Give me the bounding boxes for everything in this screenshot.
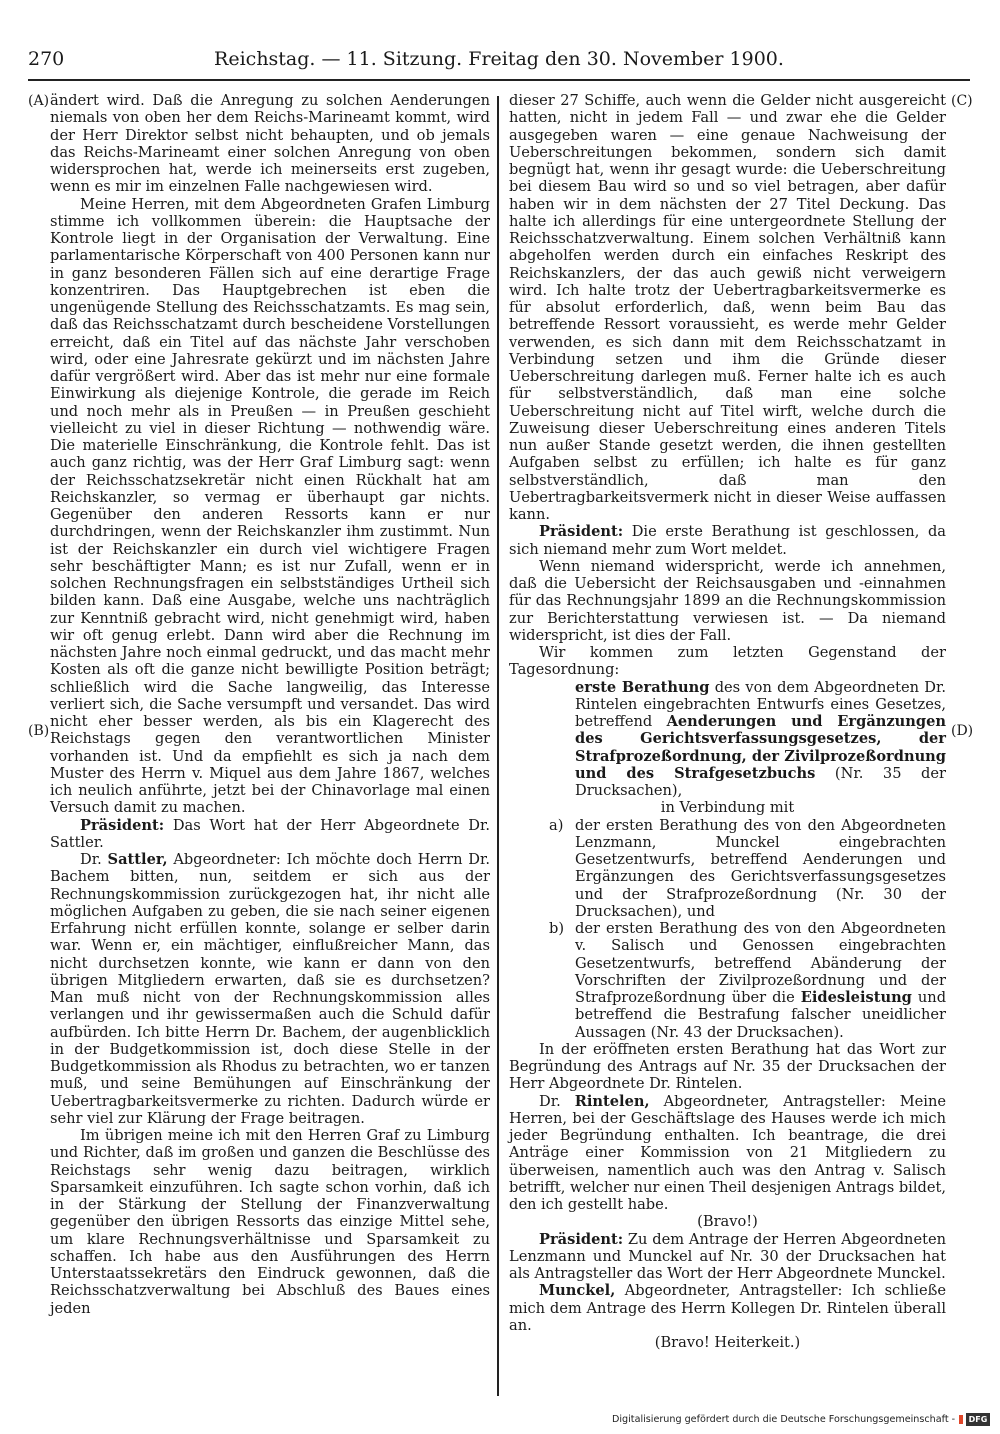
speaker-name: Munckel, xyxy=(539,1282,616,1300)
margin-letter-b: (B) xyxy=(28,723,50,739)
paragraph: In der eröffneten ersten Berathung hat das Wort zur Begründung des Antrags auf Nr. 35 der Drucksachen der Herr Abgeordnete Dr. Rintelen. xyxy=(509,1040,946,1093)
speech-text: Das Wort hat der Herr Abgeordnete Dr. Sattler. xyxy=(50,816,490,851)
dfg-logo-mark xyxy=(959,1415,963,1424)
header-rule xyxy=(28,79,970,81)
speech-text: Abgeordneter, Antragsteller: Ich schließe mich dem Antrage des Herrn Kollegen Dr. Rintelen überall an. xyxy=(509,1282,946,1334)
agenda-heading: erste Berathung xyxy=(575,678,710,696)
agenda-subitem-a xyxy=(509,817,946,921)
speech-paragraph xyxy=(509,1093,946,1214)
speaker-name: Präsident: xyxy=(539,1230,624,1248)
subitem-bold-term: Eidesleistung xyxy=(800,989,912,1006)
paragraph: ändert wird. Daß die Anregung zu solchen Aenderungen niemals von oben her dem Reichs-Marineamt kommt, wird der Herr Direktor selbst nicht behaupten, und ob jemals das Reichs-Marineamt einer solchen Anregung von oben widersprochen hat, werde ich meinerseits erst zugeben, wenn es mir im einzelnen Falle nachgewiesen wird. xyxy=(50,92,490,196)
agenda-subitem-b xyxy=(509,920,946,1041)
right-column xyxy=(509,92,946,1351)
paragraph: Im übrigen meine ich mit den Herren Graf zu Limburg und Richter, daß im großen und ganzen die Beschlüsse des Reichstags sehr wenig dazu beitragen, wirklich Sparsamkeit einzuführen. Ich sagte schon vorhin, daß ich in der Stärkung der Stellung der Finanzverwaltung gegenüber den übrigen Ressorts das einzige Mittel sehe, um klare Rechnungsverhältnisse und Sparsamkeit zu schaffen. Ich habe aus den Ausführungen des Herrn Unterstaatssekretärs den Eindruck gewonnen, daß die Reichsschatzverwaltung bei Abschluß des Baues eines jeden xyxy=(50,1127,490,1317)
speech-text: Abgeordneter, Antragsteller: Meine Herren, bei der Geschäftslage des Hauses werde ich mich jeder Begründung enthalten. Ich beantrage, die drei Anträge einer Kommission von 21 Mitgliedern zu überweisen, namentlich auch was den Antrag v. Salisch betrifft, welcher nur einen Theil desjenigen Antrags bildet, den ich gestellt habe. xyxy=(509,1092,947,1213)
page-number: 270 xyxy=(28,48,65,70)
speech-paragraph xyxy=(509,523,946,558)
agenda-connector: in Verbindung mit xyxy=(660,799,795,817)
speaker-name: Sattler, xyxy=(107,851,168,868)
speech-paragraph xyxy=(509,1231,946,1283)
margin-letter-c: (C) xyxy=(951,93,973,109)
margin-letter-d: (D) xyxy=(951,723,974,739)
interjection: (Bravo! Heiterkeit.) xyxy=(654,1334,801,1351)
interjection: (Bravo!) xyxy=(697,1213,758,1231)
speech-paragraph xyxy=(50,851,490,1127)
speech-text: Die erste Berathung ist geschlossen, da sich niemand mehr zum Wort meldet. xyxy=(509,523,946,558)
agenda-text: (Nr. 35 der Drucksachen), xyxy=(575,764,946,799)
digitization-credit xyxy=(612,1412,992,1428)
speech-paragraph xyxy=(50,817,490,852)
credit-text: Digitalisierung gefördert durch die Deutsche Forschungsgemeinschaft - xyxy=(612,1414,956,1425)
speaker-title: Dr. xyxy=(539,1092,561,1110)
left-column xyxy=(50,92,490,1317)
subitem-text: der ersten Berathung des von den Abgeordneten Lenzmann, Munckel eingebrachten Gesetzentwurfs, betreffend Aenderungen und Ergänzungen des Gerichtsverfassungsgesetzes und der Strafprozeßordnung (Nr. 30 der Drucksachen), und xyxy=(575,816,946,920)
paragraph: Wir kommen zum letzten Gegenstand der Tagesordnung: xyxy=(509,644,946,679)
margin-letter-a: (A) xyxy=(28,93,50,109)
subitem-text: der ersten Berathung des von den Abgeordneten v. Salisch und Genossen eingebrachten Gesetzentwurfs, betreffend Abänderung der Vorschriften der Zivilprozeßordnung und der Strafprozeßordnung über die xyxy=(575,920,946,1006)
speech-text: Abgeordneter: Ich möchte doch Herrn Dr. Bachem bitten, nun, seitdem er sich aus der Rechnungskommission zurückgezogen hat, ihr nicht alle möglichen Aufgaben zu geben, die sie nach seiner eigenen Erfahrung nicht erfüllen konnte, solange er selber darin war. Wenn er, ein mächtiger, einflußreicher Mann, das nicht durchsetzen konnte, wie kann er dann von den übrigen Mitgliedern erwarten, daß sie es durchsetzen? Man muß nicht von der Rechnungskommission alles verlangen und ihr gewissermaßen auch die Schuld dafür aufbürden. Ich bitte Herrn Dr. Bachem, der augenblicklich in der Budgetkommission ist, doch diese Stelle in der Budgetkommission als Rhodus zu betrachten, wo er tanzen muß, und seine Bemühungen auf Einschränkung der Uebertragbarkeitsvermerke zu richten. Dadurch würde er sehr viel zur Klärung der Frage beitragen. xyxy=(50,851,491,1127)
paragraph: Meine Herren, mit dem Abgeordneten Grafen Limburg stimme ich vollkommen überein: die Hauptsache der Kontrole liegt in der Organisation der Verwaltung. Eine parlamentarische Körperschaft von 400 Personen kann nur in ganz besonderen Fällen sich auf eine derartige Frage konzentriren. Das Hauptgebrechen ist eben die ungenügende Stellung des Reichsschatzamts. Es mag sein, daß das Reichsschatzamt durch bescheidene Vorstellungen erreicht, daß ein Titel auf das nächste Jahr verschoben wird, oder eine Jahresrate gekürzt und im nächsten Jahre dafür vergrößert wird. Aber das ist mehr nur eine formale Einwirkung als diejenige Kontrole, die gerade im Reich und noch mehr als in Preußen — in Preußen geschieht vielleicht zu viel in dieser Richtung — nothwendig wäre. Die materielle Einschränkung, die Kontrole fehlt. Das ist auch ganz richtig, was der Herr Graf Limburg sagt: wenn der Reichsschatzsekretär nicht einen Rückhalt hat am Reichskanzler, so vermag er überhaupt gar nichts. Gegenüber den anderen Ressorts kann er nur durchdringen, wenn der Reichskanzler ihm zustimmt. Nun ist der Reichskanzler ein durch viel wichtigere Fragen sehr beschäftigter Mann; es ist nur Zufall, wenn er in solchen Rechnungsfragen ein selbstständiges Urtheil sich bilden kann. Daß eine Ausgabe, welche uns nachträglich zur Kenntniß gebracht wird, nicht genehmigt wird, haben wir oft genug erlebt. Dann wird aber die Rechnung im nächsten Jahre noch einmal gedruckt, und das macht mehr Kosten als oft die ganze nicht bewilligte Position beträgt; schließlich wird die Sache langweilig, das Interesse verliert sich, die Sache versumpft und versandet. Das wird nicht eher besser werden, als bis ein Klagerecht des Reichstags gegen den verantwortlichen Minister vorhanden ist. Und da empfiehlt es sich ja nach dem Muster des Herrn v. Miquel aus dem Jahre 1867, welches ich neulich anführte, jetzt bei der Chinavorlage mal einen Versuch damit zu machen. xyxy=(50,195,490,817)
subitem-text: und betreffend die Bestrafung falscher uneidlicher Aussagen (Nr. 43 der Drucksachen). xyxy=(575,989,947,1041)
subitem-label: a) xyxy=(549,816,564,834)
speech-paragraph xyxy=(509,1282,946,1334)
running-title: Reichstag. — 11. Sitzung. Freitag den 30. November 1900. xyxy=(214,48,784,70)
subitem-label: b) xyxy=(549,920,565,937)
speaker-name: Rintelen, xyxy=(574,1092,650,1110)
speech-text: Zu dem Antrage der Herren Abgeordneten Lenzmann und Munckel auf Nr. 30 der Drucksachen hat als Antragsteller das Wort der Herr Abgeordnete Munckel. xyxy=(509,1230,946,1282)
agenda-item xyxy=(509,679,946,800)
page-header xyxy=(28,46,970,74)
paragraph: dieser 27 Schiffe, auch wenn die Gelder nicht ausgereicht hatten, nicht in jedem Fall — und zwar ehe die Gelder ausgegeben waren — eine genaue Nachweisung der Ueberschreitungen bekommen, sondern sich damit begnügt hat, wenn ihr gesagt wurde: die Ueberschreitung bei diesem Bau wird so und so viel betragen, aber dafür haben wir in dem nächsten der 27 Titel Deckung. Das halte ich allerdings für eine untergeordnete Stellung der Reichsschatzverwaltung. Einem solchen Verhältniß kann abgeholfen werden durch ein einfaches Reskript des Reichskanzlers, der das auch gewiß nicht verweigern wird. Ich halte trotz der Uebertragbarkeitsvermerke es für absolut erforderlich, daß, wenn beim Bau das betreffende Ressort voraussieht, es werde mehr Gelder verwenden, es sich dann mit dem Reichsschatzamt in Verbindung setzen und ihm die Gründe dieser Ueberschreitung darlegen muß. Ferner halte ich es auch für selbstverständlich, daß man eine solche Ueberschreitung nicht auf Titel wirft, welche durch die Zuweisung dieser Ueberschreitung eines anderen Titels nun außer Stande gesetzt werden, die ihnen gestellten Aufgaben selbst zu erfüllen; ich halte es für ganz selbstverständlich, daß man den Uebertragbarkeitsvermerk nicht in dieser Weise auffassen kann. xyxy=(509,92,946,523)
dfg-logo: DFG xyxy=(966,1413,990,1426)
speaker-name: Präsident: xyxy=(80,816,165,834)
column-divider xyxy=(497,96,499,1396)
agenda-subject: Aenderungen und Ergänzungen des Gerichtsverfassungsgesetzes, der Strafprozeßordnung, der Zivilprozeßordnung und des Strafgesetzbuchs xyxy=(575,713,946,782)
speaker-name: Präsident: xyxy=(539,523,624,541)
paragraph: Wenn niemand widerspricht, werde ich annehmen, daß die Uebersicht der Reichsausgaben und -einnahmen für das Rechnungsjahr 1899 an die Rechnungskommission zur Berichterstattung verwiesen ist. — Da niemand widerspricht, ist dies der Fall. xyxy=(509,557,946,644)
agenda-text: des von dem Abgeordneten Dr. Rintelen eingebrachten Entwurfs eines Gesetzes, betreffend xyxy=(575,678,947,730)
speaker-title: Dr. xyxy=(80,851,102,868)
